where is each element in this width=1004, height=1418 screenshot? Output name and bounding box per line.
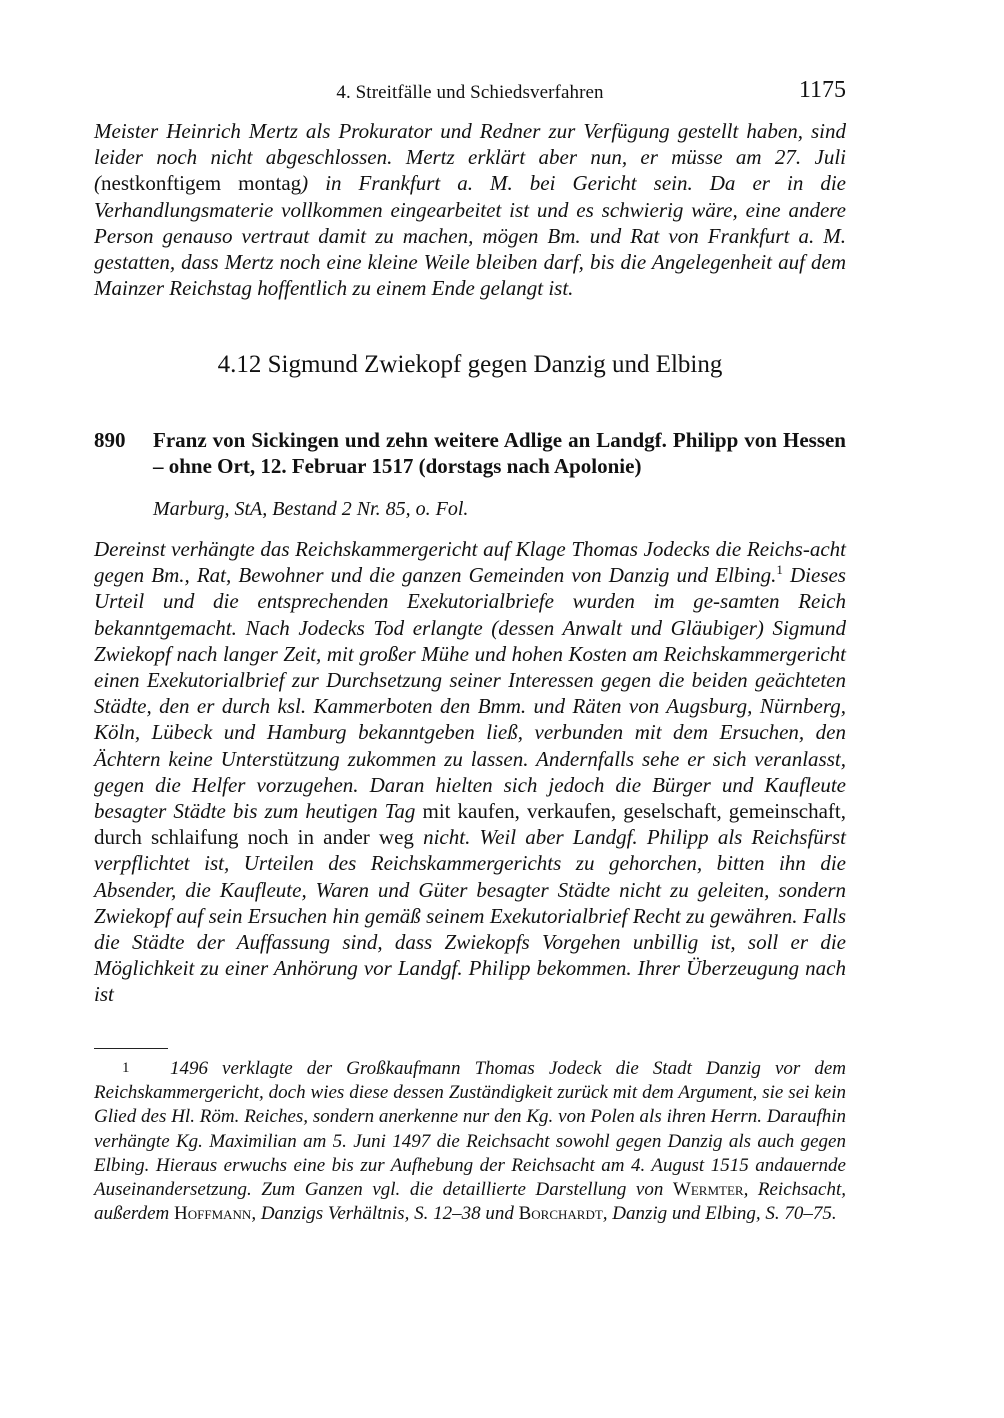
section-heading: 4.12 Sigmund Zwiekopf gegen Danzig und Elbing [217, 351, 723, 378]
author-name: Hoffmann [174, 1203, 252, 1225]
paragraph-continuation [94, 118, 846, 301]
footnote-reference[interactable]: 1 [776, 562, 783, 578]
document-number: 890 [94, 428, 126, 452]
archival-source: Marburg, StA, Bestand 2 Nr. 85, o. Fol. [153, 498, 469, 520]
running-title: 4. Streitfälle und Schiedsverfahren [336, 82, 604, 103]
page-number: 1175 [798, 77, 846, 103]
footnote [94, 1057, 846, 1226]
author-name: Wermter [672, 1179, 744, 1201]
footnote-text: , Reichsacht, außerdem [94, 1179, 846, 1225]
paragraph-text: nicht. Weil aber Landgf. Philipp als Reichsfürst verpflichtet ist, Urteilen des Reichskammergerichts zu gehorchen, bitten ihn die Absender, die Kaufleute, Waren und Güter besagter Städte nicht zu geleiten, sondern Zwiekopf auf sein Ersuchen hin gemäß seinem Exekutorialbrief Recht zu gewähren. Falls die Städte der Auffassung sind, dass Zwiekopfs Vorgehen unbillig ist, soll er die Möglichkeit zu einer Anhörung vor Landgf. Philipp bekommen. Ihrer Überzeugung nach ist [94, 825, 846, 1007]
quoted-source-text: nestkonftigem montag [101, 171, 302, 196]
paragraph-text: Meister Heinrich Mertz als Prokurator und Redner zur Verfügung gestellt haben, sind leider noch nicht abgeschlossen. Mertz erklärt aber nun, er müsse am 27. Juli ( [94, 119, 846, 196]
paragraph-text: Dereinst verhängte das Reichskammergericht auf Klage Thomas Jodecks die Reichs-acht gegen Bm., Rat, Bewohner und die ganzen Gemeinden von Danzig und Elbing. [94, 537, 846, 588]
author-name: Borchardt [518, 1203, 603, 1225]
running-head [94, 77, 846, 108]
paragraph-text: ) in Frankfurt a. M. bei Gericht sein. Da er in die Verhandlungsmaterie vollkommen eingearbeitet ist und es schwierig wäre, eine andere Person genauso vertraut damit zu machen, mögen Bm. und Rat von Frankfurt a. M. gestatten, dass Mertz noch eine kleine Weile bleiben darf, bis die Angelegenheit auf dem Mainzer Reichstag hoffentlich zu einem Ende gelangt ist. [94, 171, 846, 301]
quoted-source-text: mit kaufen, verkaufen, geselschaft, gemeinschaft, durch schlaifung noch in ander weg [94, 799, 846, 850]
footnote-text: , Danzigs Verhältnis, S. 12–38 und [251, 1203, 519, 1225]
footnote-text: , Danzig und Elbing, S. 70–75. [602, 1203, 837, 1225]
document-title: Franz von Sickingen und zehn weitere Adlige an Landgf. Philipp von Hessen – ohne Ort, 12. Februar 1517 (dorstags nach Apolonie) [153, 428, 846, 478]
footnote-divider [94, 1048, 168, 1049]
footnote-marker: 1 [122, 1060, 130, 1076]
paragraph-text: Dieses Urteil und die entsprechenden Exekutorialbriefe wurden im ge-samten Reich bekanntgemacht. Nach Jodecks Tod erlangte (dessen Anwalt und Gläubiger) Sigmund Zwiekopf nach langer Zeit, mit großer Mühe und hohen Kosten am Reichskammergericht einen Exekutorialbrief zur Durchsetzung seiner Interessen gegen die beiden geächteten Städte, den er durch ksl. Kammerboten den Bmm. und Räten von Augsburg, Nürnberg, Köln, Lübeck und Hamburg bekanntgeben ließ, verbunden mit dem Ersuchen, den Ächtern keine Unterstützung zukommen zu lassen. Andernfalls sehe er sich veranlasst, gegen die Helfer vorzugehen. Daran hielten sich jedoch die Bürger und Kaufleute besagter Städte bis zum heutigen Tag [94, 563, 846, 824]
footnote-text: 1496 verklagte der Großkaufmann Thomas Jodeck die Stadt Danzig vor dem Reichskammergericht, doch wies diese dessen Zuständigkeit zurück mit dem Argument, sie sei kein Glied des Hl. Röm. Reiches, sondern anerkenne nur den Kg. von Polen als ihren Herrn. Daraufhin verhängte Kg. Maximilian am 5. Juni 1497 die Reichsacht sowohl gegen Danzig als auch gegen Elbing. Hieraus erwuchs eine bis zur Aufhebung der Reichsacht am 4. August 1515 andauernde Auseinandersetzung. Zum Ganzen vgl. die detaillierte Darstellung von [94, 1058, 846, 1201]
regest-paragraph [94, 536, 846, 1008]
